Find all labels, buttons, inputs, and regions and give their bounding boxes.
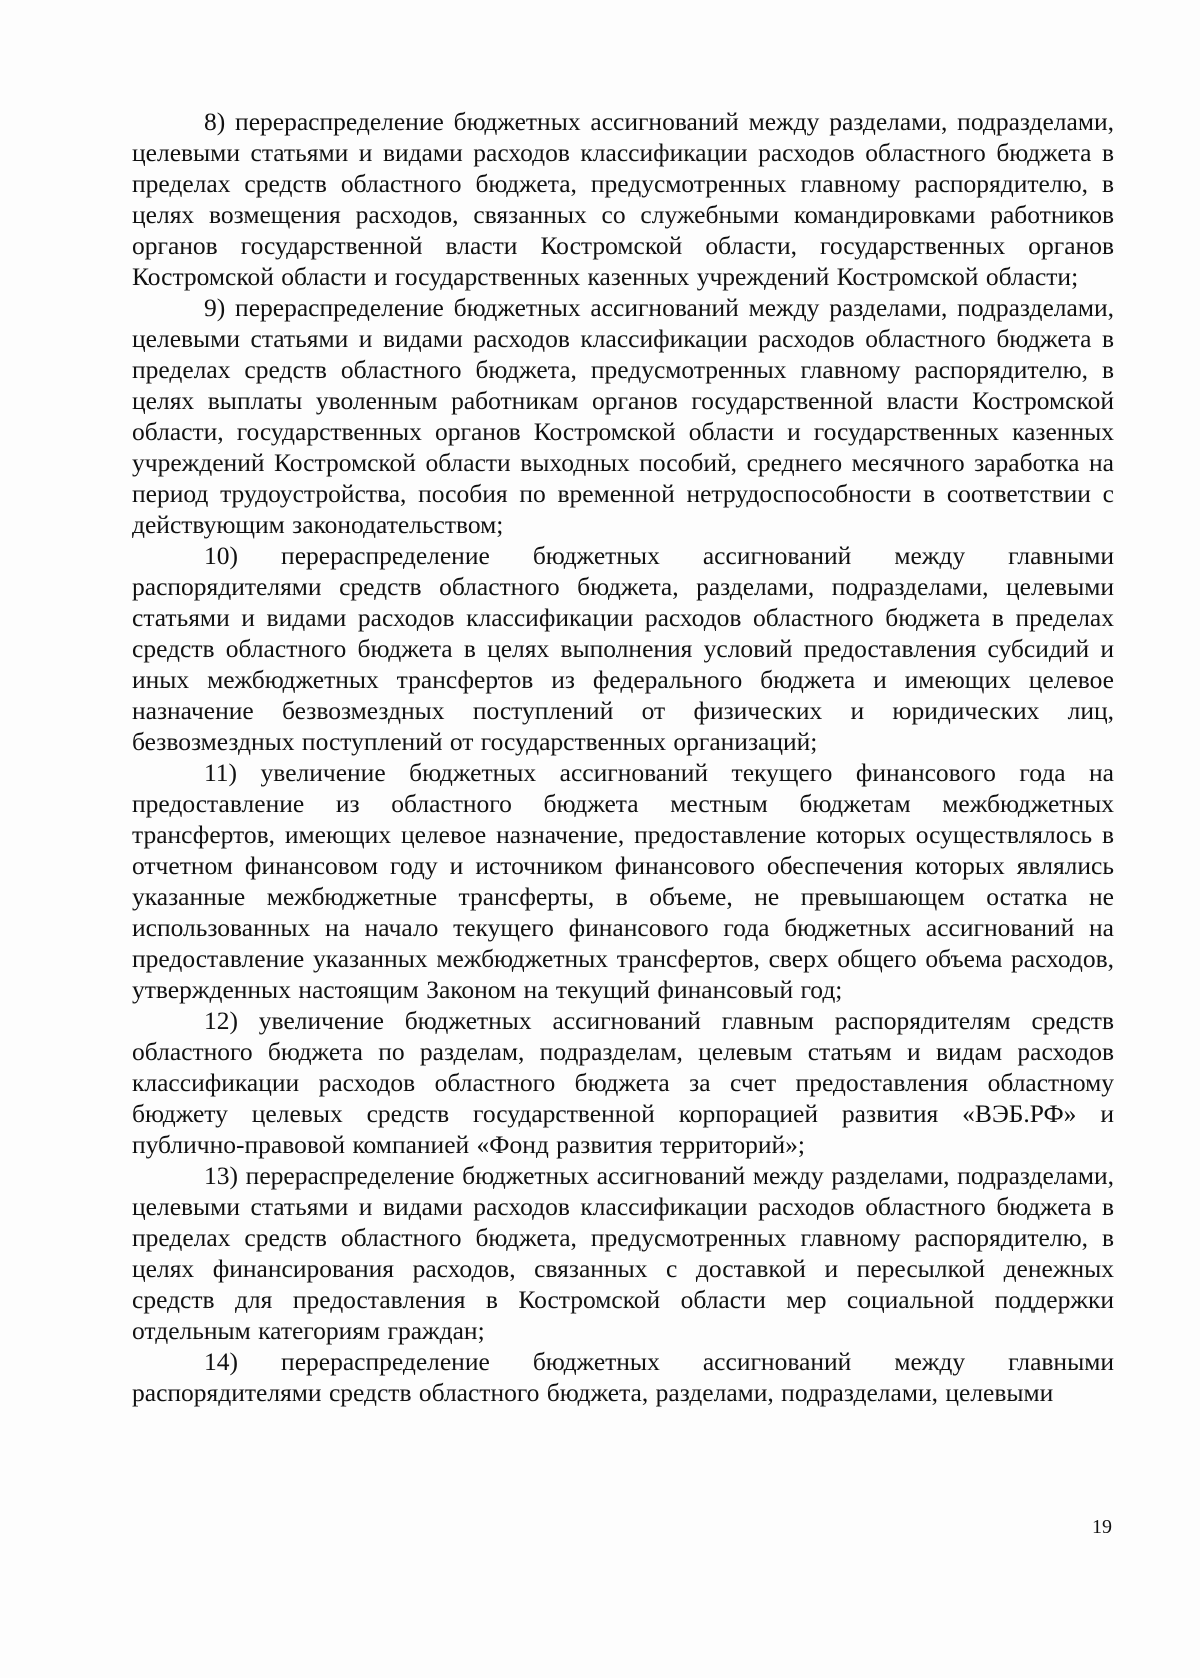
paragraph-item-13: 13) перераспределение бюджетных ассигнований между разделами, подразделами, целевыми статьями и видами расходов классификации расходов областного бюджета в пределах средств областного бюджета, предусмотренных главному распорядителю, в целях финансирования расходов, связанных с доставкой и пересылкой денежных средств для предоставления в Костромской области мер социальной поддержки отдельным категориям граждан; — [132, 1161, 1114, 1345]
paragraph-item-14: 14) перераспределение бюджетных ассигнований между главными распорядителями средств областного бюджета, разделами, подразделами, целевыми — [132, 1347, 1114, 1407]
document-body — [132, 106, 1114, 1408]
page-number: 19 — [1092, 1516, 1112, 1538]
paragraph-item-8: 8) перераспределение бюджетных ассигнований между разделами, подразделами, целевыми статьями и видами расходов классификации расходов областного бюджета в пределах средств областного бюджета, предусмотренных главному распорядителю, в целях возмещения расходов, связанных со служебными командировками работников органов государственной власти Костромской области, государственных органов Костромской области и государственных казенных учреждений Костромской области; — [132, 107, 1114, 291]
paragraph-item-11: 11) увеличение бюджетных ассигнований текущего финансового года на предоставление из областного бюджета местным бюджетам межбюджетных трансфертов, имеющих целевое назначение, предоставление которых осуществлялось в отчетном финансовом году и источником финансового обеспечения которых являлись указанные межбюджетные трансферты, в объеме, не превышающем остатка не использованных на начало текущего финансового года бюджетных ассигнований на предоставление указанных межбюджетных трансфертов, сверх общего объема расходов, утвержденных настоящим Законом на текущий финансовый год; — [132, 758, 1114, 1004]
paragraph-item-9: 9) перераспределение бюджетных ассигнований между разделами, подразделами, целевыми статьями и видами расходов классификации расходов областного бюджета в пределах средств областного бюджета, предусмотренных главному распорядителю, в целях выплаты уволенным работникам органов государственной власти Костромской области, государственных органов Костромской области и государственных казенных учреждений Костромской области выходных пособий, среднего месячного заработка на период трудоустройства, пособия по временной нетрудоспособности в соответствии с действующим законодательством; — [132, 293, 1114, 539]
paragraph-item-12: 12) увеличение бюджетных ассигнований главным распорядителям средств областного бюджета по разделам, подразделам, целевым статьям и видам расходов классификации расходов областного бюджета за счет предоставления областному бюджету целевых средств государственной корпорацией развития «ВЭБ.РФ» и публично-правовой компанией «Фонд развития территорий»; — [132, 1006, 1114, 1159]
paragraph-item-10: 10) перераспределение бюджетных ассигнований между главными распорядителями средств областного бюджета, разделами, подразделами, целевыми статьями и видами расходов классификации расходов областного бюджета в пределах средств областного бюджета в целях выполнения условий предоставления субсидий и иных межбюджетных трансфертов из федерального бюджета и имеющих целевое назначение безвозмездных поступлений от физических и юридических лиц, безвозмездных поступлений от государственных организаций; — [132, 541, 1114, 756]
